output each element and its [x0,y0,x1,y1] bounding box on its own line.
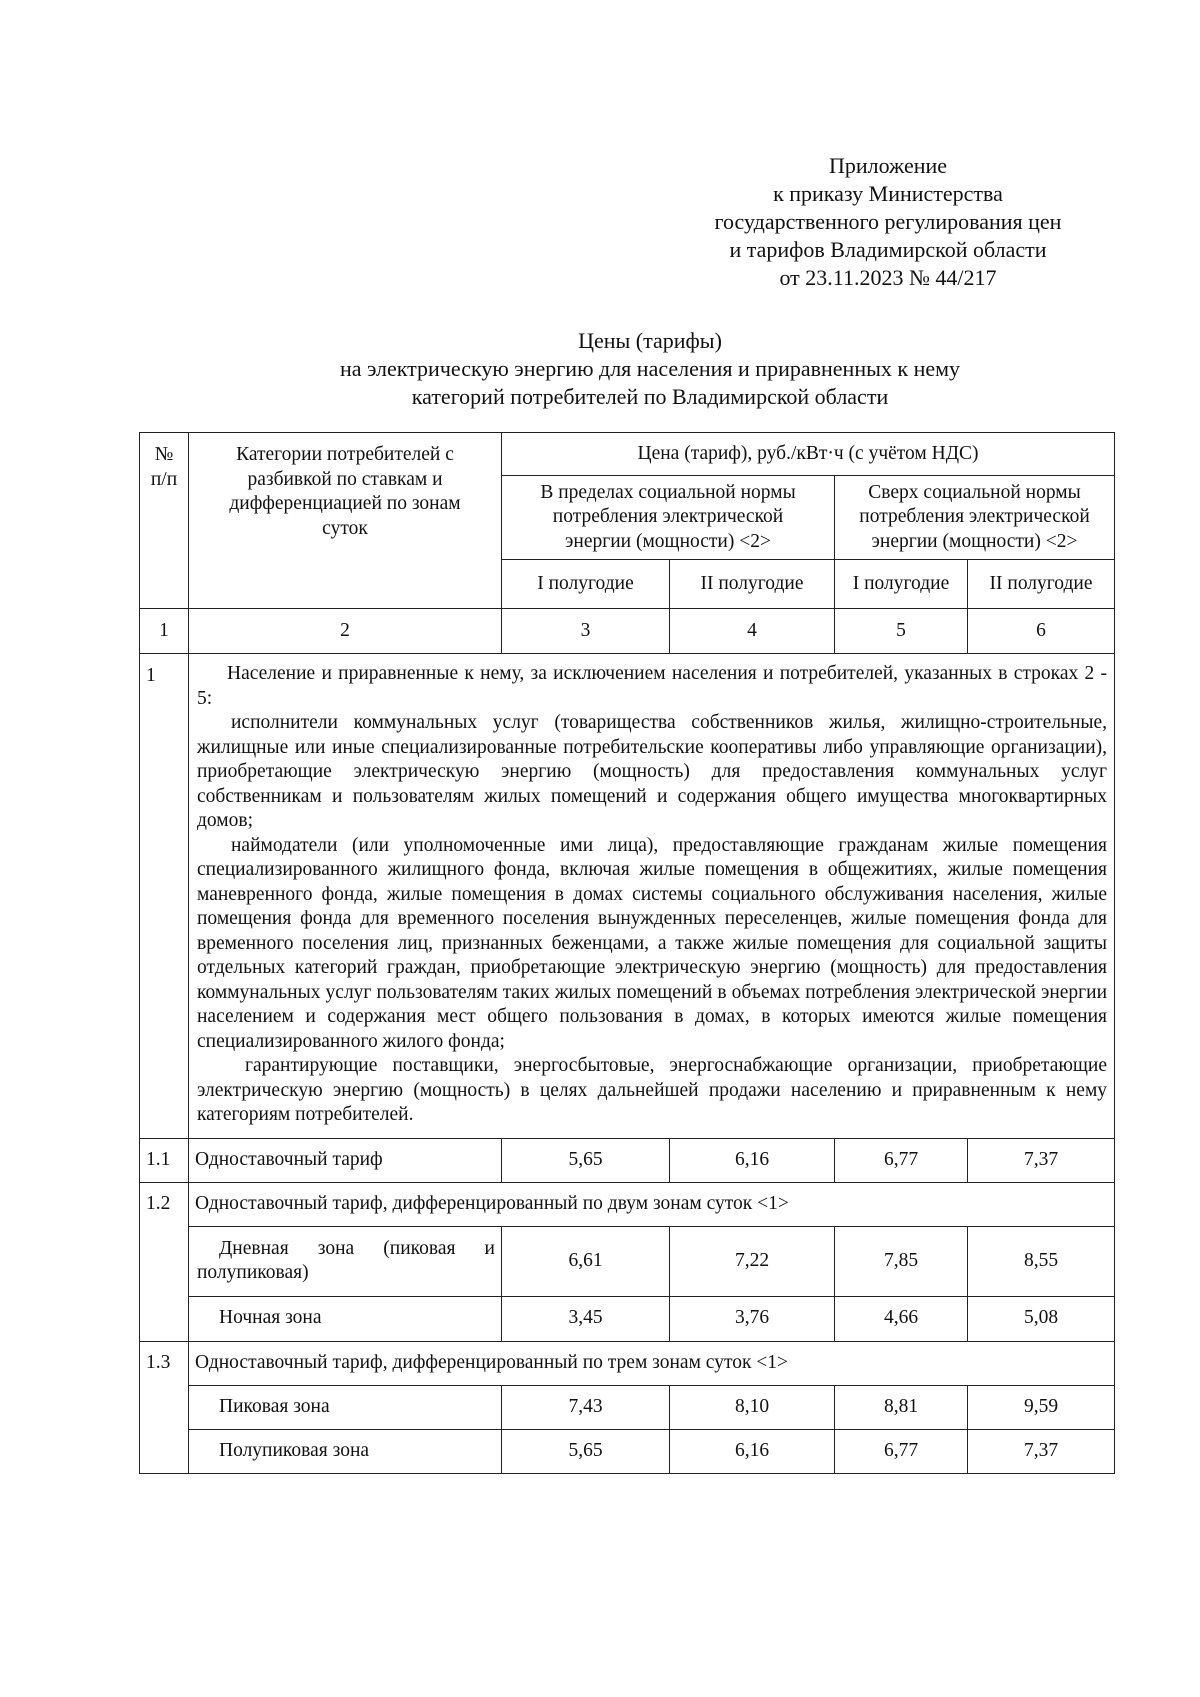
row-number-empty [140,1429,189,1473]
column-number: 3 [502,609,670,654]
row-label: Одноставочный тариф [189,1138,502,1182]
price-cell: 7,37 [968,1138,1115,1182]
header-num: № п/п [140,433,189,609]
price-cell: 7,22 [670,1226,835,1296]
header-half1-above: I полугодие [835,560,968,609]
row-number-empty [140,1296,189,1341]
header-category: Категории потребителей с разбивкой по ставкам и дифференциацией по зонам суток [189,433,502,609]
section-row [140,654,1115,1139]
appendix-line: от 23.11.2023 № 44/217 [779,265,997,290]
tariff-group-row [140,1182,1115,1226]
tariff-row [140,1429,1115,1473]
title-line: категорий потребителей по Владимирской области [411,384,889,409]
price-cell: 6,77 [835,1429,968,1473]
price-cell: 3,76 [670,1296,835,1341]
price-cell: 6,16 [670,1138,835,1182]
row-number-empty [140,1385,189,1429]
row-number-empty [140,1226,189,1296]
column-number: 4 [670,609,835,654]
title-line: Цены (тарифы) [578,328,722,353]
price-cell: 5,08 [968,1296,1115,1341]
appendix-line: государственного регулирования цен [714,209,1062,234]
column-numbers-row [140,609,1115,654]
price-cell: 7,37 [968,1429,1115,1473]
description-paragraph: Население и приравненные к нему, за исключением населения и потребителей, указанных в строках 2 - 5: [197,663,1108,709]
price-cell: 6,16 [670,1429,835,1473]
row-number: 1.2 [140,1182,189,1226]
price-cell: 7,43 [502,1385,670,1429]
column-number: 5 [835,609,968,654]
appendix-line: к приказу Министерства [773,181,1003,206]
header-half1: I полугодие [502,560,670,609]
column-number: 1 [140,609,189,654]
column-number: 6 [968,609,1115,654]
tariff-row [140,1385,1115,1429]
price-cell: 5,65 [502,1429,670,1473]
tariff-group-row [140,1341,1115,1385]
price-cell: 9,59 [968,1385,1115,1429]
description-paragraph: гарантирующие поставщики, энергосбытовые, энергоснабжающие организации, приобретающие электрическую энергию (мощность) в целях дальнейшей продажи населению и приравненным к нему категориям потребителей. [197,1055,1108,1125]
price-cell: 5,65 [502,1138,670,1182]
description-paragraph: наймодатели (или уполномоченные ими лица), предоставляющие гражданам жилые помещения специализированного жилищного фонда, включая жилые помещения в общежитиях, жилые помещения маневренного фонда, жилые помещения в домах системы социального обслуживания населения, жилые помещения фонда для временного поселения вынужденных переселенцев, жилые помещения фонда для временного поселения лиц, признанных беженцами, а также жилые помещения для социальной защиты отдельных категорий граждан, приобретающие электрическую энергию (мощность) для предоставления коммунальных услуг пользователям таких жилых помещений в объемах потребления электрической энергии населением и содержания мест общего пользования в домах, в которых имеются жилые помещения специализированного жилого фонда; [197,834,1108,1052]
price-cell: 6,77 [835,1138,968,1182]
price-cell: 4,66 [835,1296,968,1341]
tariff-row [140,1296,1115,1341]
price-cell: 8,10 [670,1385,835,1429]
row-number: 1 [140,654,189,1139]
row-label: Дневная зона (пиковая и полупиковая) [189,1226,502,1296]
section-description [189,654,1115,1139]
price-cell: 6,61 [502,1226,670,1296]
price-cell: 7,85 [835,1226,968,1296]
header-within-norm: В пределах социальной нормы потребления электрической энергии (мощности) <2> [502,476,835,560]
tariff-table [139,432,1115,1474]
price-cell: 8,55 [968,1226,1115,1296]
header-half2: II полугодие [670,560,835,609]
row-label: Одноставочный тариф, дифференцированный по трем зонам суток <1> [189,1341,1115,1385]
description-paragraph: исполнители коммунальных услуг (товарищества собственников жилья, жилищно-строительные, жилищные или иные специализированные потребительские кооперативы либо управляющие организации), приобретающие электрическую энергию (мощность) для предоставления коммунальных услуг собственникам и пользователям жилых помещений и содержания общего имущества многоквартирных домов; [197,712,1108,831]
header-price: Цена (тариф), руб./кВт·ч (с учётом НДС) [502,433,1115,476]
price-cell: 8,81 [835,1385,968,1429]
document-title [150,327,1150,411]
column-number: 2 [189,609,502,654]
row-label: Полупиковая зона [189,1429,502,1473]
appendix-line: и тарифов Владимирской области [729,237,1047,262]
row-number: 1.3 [140,1341,189,1385]
row-label: Пиковая зона [189,1385,502,1429]
appendix-line: Приложение [828,153,948,178]
tariff-row [140,1226,1115,1296]
header-above-norm: Сверх социальной нормы потребления электрической энергии (мощности) <2> [835,476,1115,560]
header-half2-above: II полугодие [968,560,1115,609]
appendix-block [660,152,1116,292]
row-number: 1.1 [140,1138,189,1182]
header-row [140,433,1115,476]
price-cell: 3,45 [502,1296,670,1341]
tariff-row [140,1138,1115,1182]
row-label: Ночная зона [189,1296,502,1341]
row-label: Одноставочный тариф, дифференцированный по двум зонам суток <1> [189,1182,1115,1226]
title-line: на электрическую энергию для населения и приравненных к нему [339,356,961,381]
